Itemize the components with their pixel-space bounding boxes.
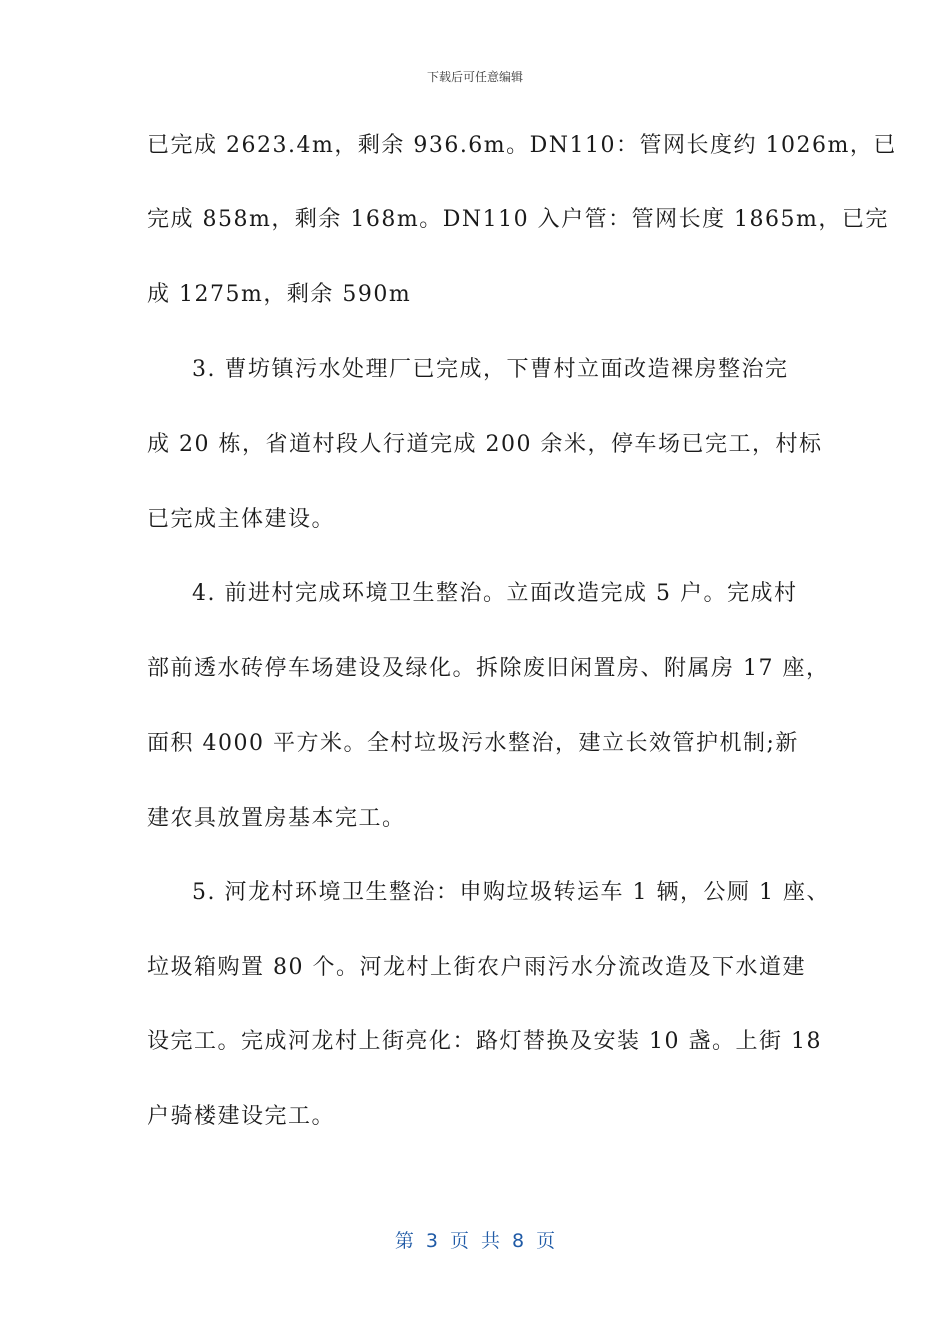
page-number: 第 3 页 共 8 页 (394, 1230, 556, 1252)
header-note: 下载后可任意编辑 (426, 70, 523, 84)
body-line: 设完工。完成河龙村上街亮化：路灯替换及安装 10 盏。上街 18 (147, 1029, 822, 1054)
body-line: 4. 前进村完成环境卫生整治。立面改造完成 5 户。完成村 (192, 581, 798, 606)
body-line: 户骑楼建设完工。 (147, 1104, 336, 1129)
body-line: 成 20 栋，省道村段人行道完成 200 余米，停车场已完工，村标 (147, 432, 823, 457)
body-line: 已完成 2623.4m，剩余 936.6m。DN110：管网长度约 1026m，已 (147, 133, 897, 158)
body-line: 3. 曹坊镇污水处理厂已完成，下曹村立面改造裸房整治完 (192, 357, 789, 382)
body-line: 部前透水砖停车场建设及绿化。拆除废旧闲置房、附属房 17 座， (147, 656, 830, 681)
body-line: 面积 4000 平方米。全村垃圾污水整治，建立长效管护机制;新 (147, 731, 799, 756)
body-line: 完成 858m，剩余 168m。DN110 入户管：管网长度 1865m，已完 (147, 207, 889, 232)
body-line: 建农具放置房基本完工。 (147, 806, 406, 831)
body-line: 5. 河龙村环境卫生整治：申购垃圾转运车 1 辆，公厕 1 座、 (192, 880, 830, 905)
body-line: 成 1275m，剩余 590m (147, 282, 412, 307)
body-line: 已完成主体建设。 (147, 507, 336, 532)
body-line: 垃圾箱购置 80 个。河龙村上街农户雨污水分流改造及下水道建 (147, 955, 806, 980)
